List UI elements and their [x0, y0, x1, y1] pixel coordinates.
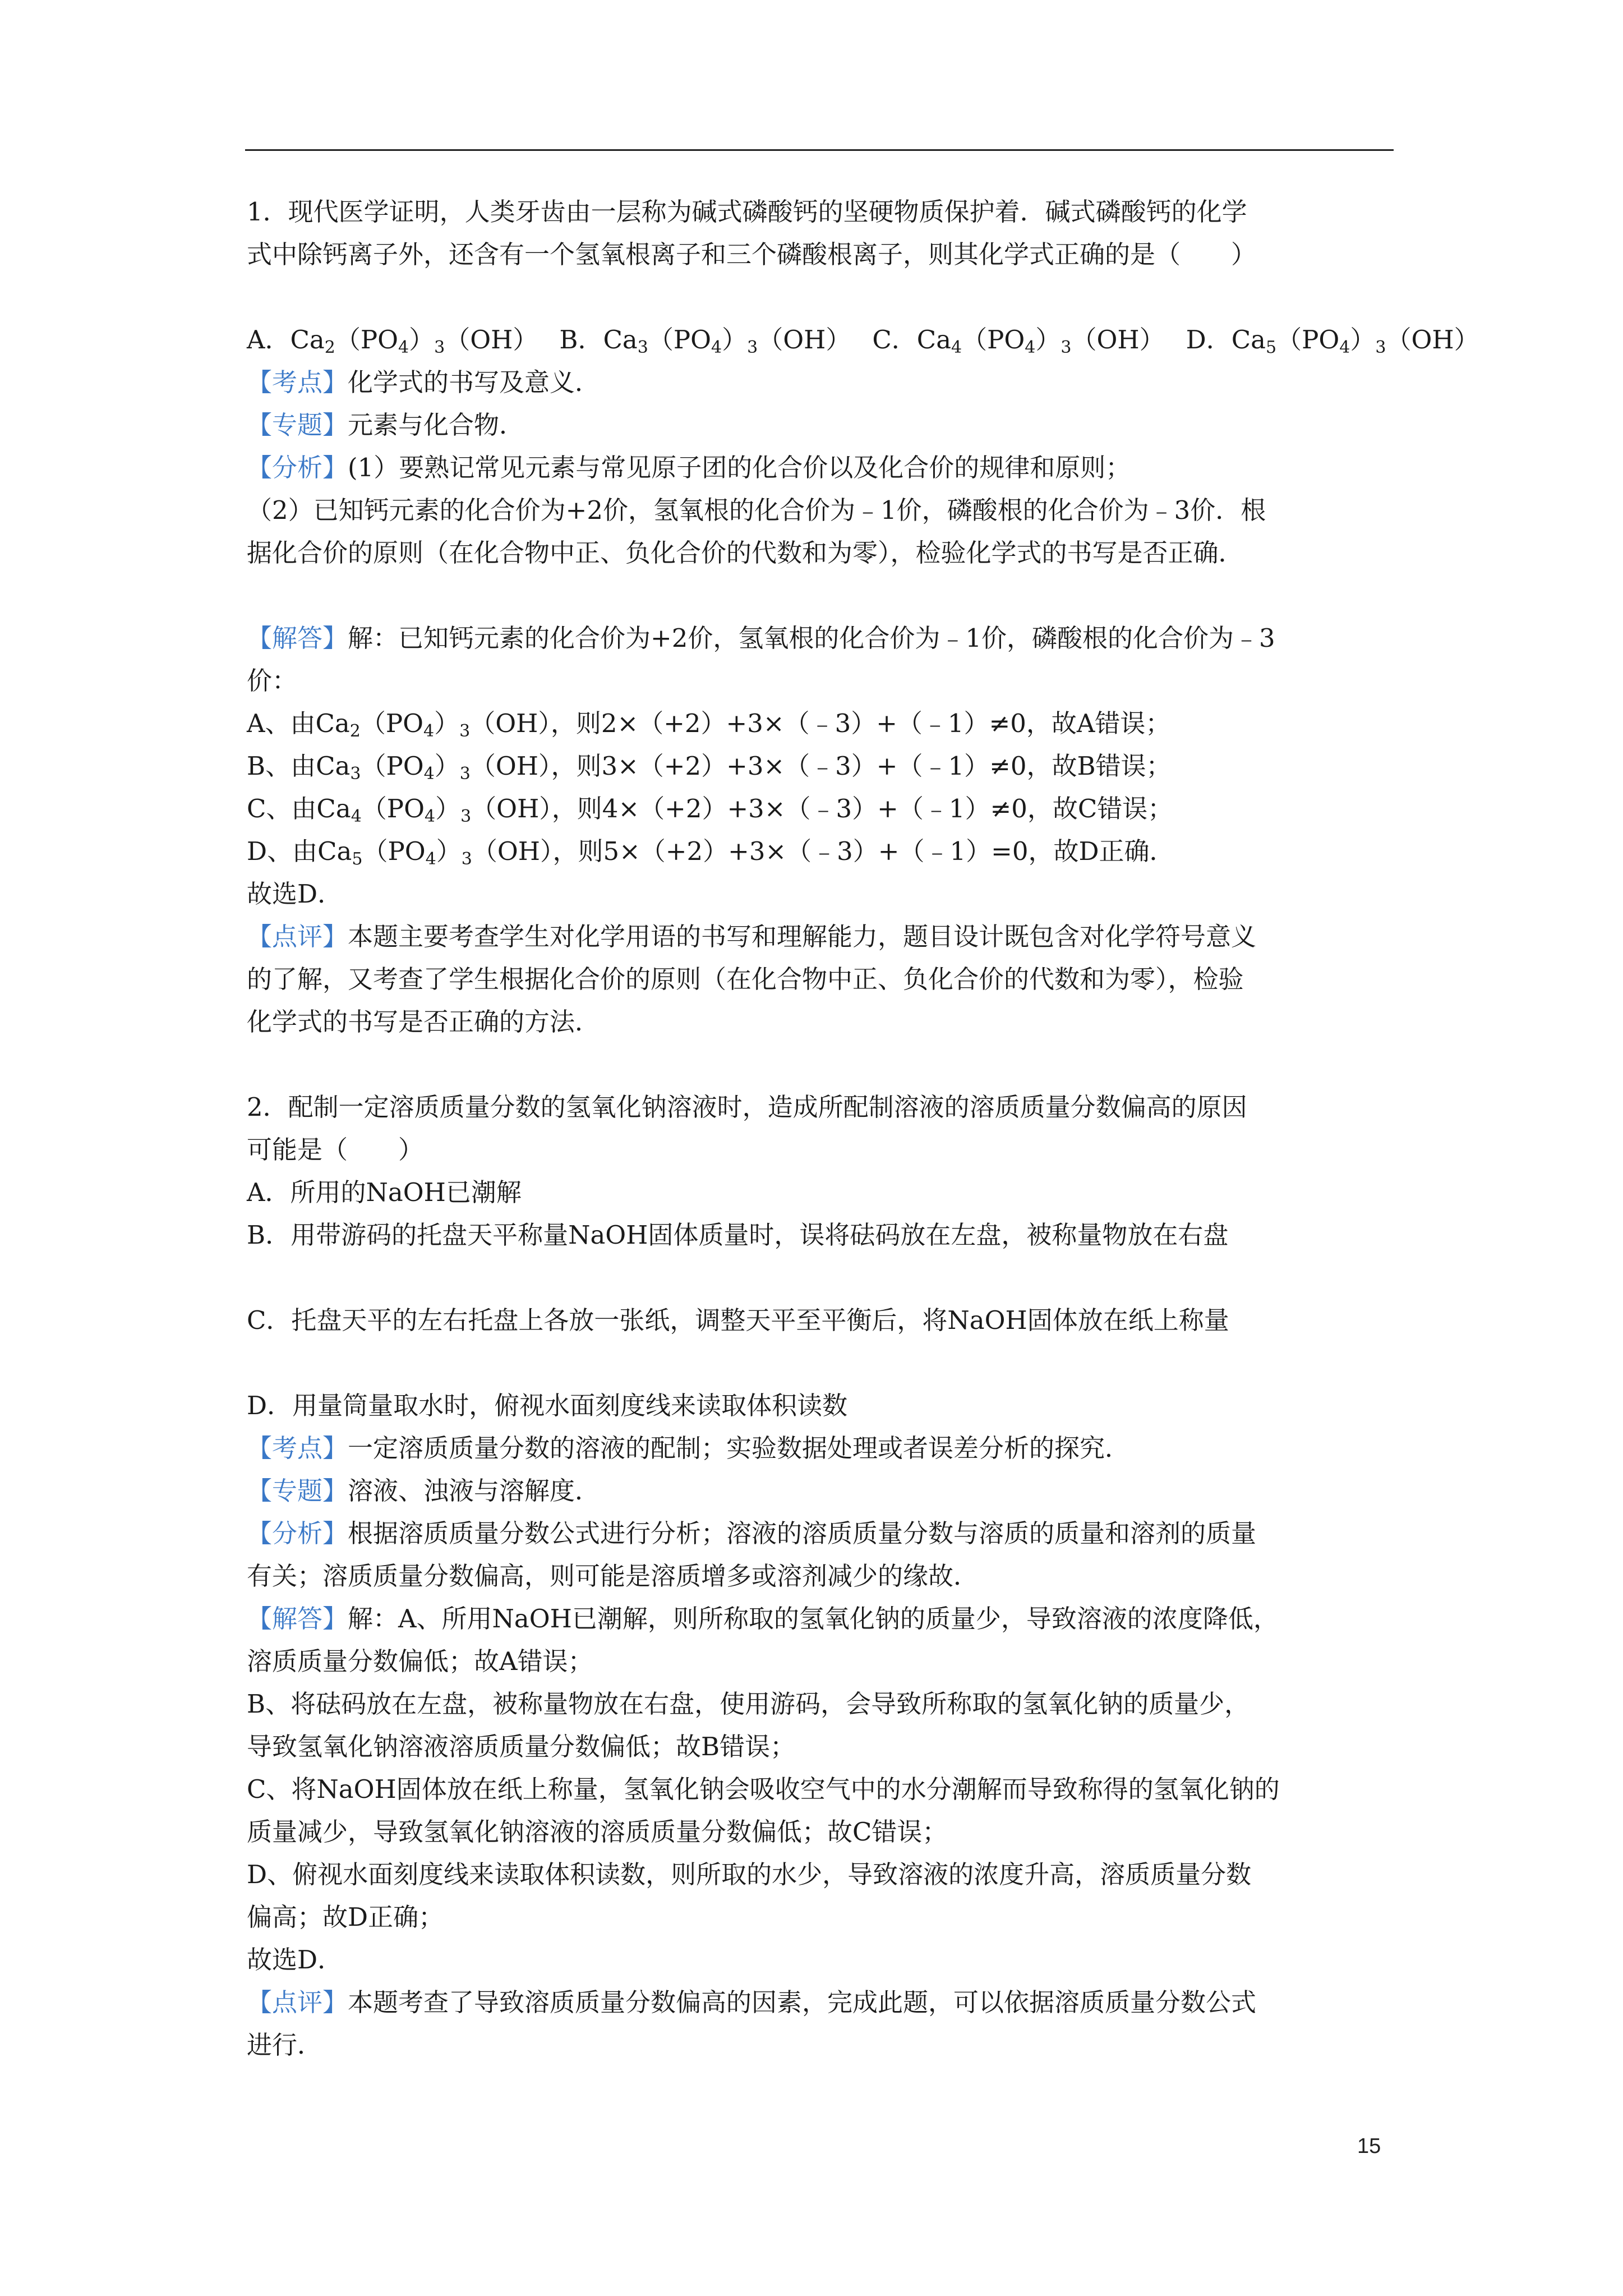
fenxi-tag: 【分析】 [247, 453, 348, 482]
q1-choice: 故选D． [247, 879, 343, 909]
q1-stem-line-2: 式中除钙离子外，还含有一个氢氧根离子和三个磷酸根离子，则其化学式正确的是（ ） [247, 240, 1257, 269]
zhuanti-tag: 【专题】 [247, 410, 348, 440]
q2-dianping-line-2: 进行． [247, 2030, 323, 2060]
q2-stem-line-1: 2．配制一定溶质质量分数的氢氧化钠溶液时，造成所配制溶液的溶质质量分数偏高的原因 [247, 1092, 1247, 1122]
q2-jieda-line-2: 溶质质量分数偏低；故A错误； [247, 1646, 593, 1676]
kaodian-tag: 【考点】 [247, 367, 348, 397]
q1-fenxi-line-1: 【分析】(1）要熟记常见元素与常见原子团的化合价以及化合价的规律和原则； [247, 453, 1131, 482]
q1-zhuanti: 【专题】元素与化合物． [247, 410, 525, 440]
q2-fenxi-line-1: 【分析】根据溶质质量分数公式进行分析；溶液的溶质质量分数与溶质的质量和溶剂的质量 [247, 1519, 1257, 1548]
q2-jieda-line-6: 质量减少，导致氢氧化钠溶液的溶质质量分数偏低；故C错误； [247, 1817, 948, 1847]
page-content [247, 191, 1479, 2067]
q2-dianping-line-1: 【点评】本题考查了导致溶质质量分数偏高的因素，完成此题，可以依据溶质质量分数公式 [247, 1987, 1257, 2017]
q1-option-c: C．$Ca_4(PO_4)_3(OH)$ [872, 325, 1165, 357]
q2-choice: 故选D． [247, 1945, 343, 1975]
q1-step-c: C、由$Ca_4(PO_4)_3(OH)$，则4×（+2）+3×（﹣3）+（﹣1）≠0，故C错误； [247, 794, 1173, 826]
q2-jieda-line-5: C、将NaOH固体放在纸上称量，氢氧化钠会吸收空气中的水分潮解而导致称得的氢氧化钠的 [247, 1774, 1280, 1804]
q1-fenxi-line-2: （2）已知钙元素的化合价为+2价，氢氧根的化合价为﹣1价，磷酸根的化合价为﹣3价．根 [247, 495, 1266, 525]
page-number: 15 [1357, 2134, 1381, 2158]
q2-kaodian: 【考点】一定溶质质量分数的溶液的配制；实验数据处理或者误差分析的探究． [247, 1433, 1131, 1463]
q1-jieda-line-2: 价： [247, 666, 298, 696]
kaodian-tag: 【考点】 [247, 1433, 348, 1463]
dianping-tag: 【点评】 [247, 1987, 348, 2017]
q2-option-c: C．托盘天平的左右托盘上各放一张纸，调整天平至平衡后，将NaOH固体放在纸上称量 [247, 1305, 1229, 1335]
q1-option-b: B．$Ca_3(PO_4)_3(OH)$ [559, 325, 851, 357]
q2-option-b: B．用带游码的托盘天平称量NaOH固体质量时，误将砝码放在左盘，被称量物放在右盘 [247, 1220, 1229, 1250]
q2-jieda-line-7: D、俯视水面刻度线来读取体积读数，则所取的水少，导致溶液的浓度升高，溶质质量分数 [247, 1860, 1252, 1889]
q1-dianping-line-3: 化学式的书写是否正确的方法． [247, 1007, 601, 1037]
fenxi-tag: 【分析】 [247, 1519, 348, 1548]
header-rule [245, 149, 1394, 151]
q1-option-a: A．$Ca_2(PO_4)_3(OH)$ [247, 325, 538, 357]
q2-jieda-line-3: B、将砝码放在左盘，被称量物放在右盘，使用游码，会导致所称取的氢氧化钠的质量少， [247, 1689, 1250, 1719]
q1-step-b: B、由$Ca_3(PO_4)_3(OH)$，则3×（+2）+3×（﹣3）+（﹣1）≠0，故B错误； [247, 751, 1172, 784]
zhuanti-tag: 【专题】 [247, 1476, 348, 1506]
q1-dianping-line-2: 的了解，又考查了学生根据化合价的原则（在化合物中正、负化合价的代数和为零），检验 [247, 964, 1244, 994]
q1-options [247, 319, 1479, 361]
q1-fenxi-line-3: 据化合价的原则（在化合物中正、负化合价的代数和为零），检验化学式的书写是否正确． [247, 538, 1244, 568]
q1-dianping-line-1: 【点评】本题主要考查学生对化学用语的书写和理解能力，题目设计既包含对化学符号意义 [247, 922, 1257, 951]
q1-step-d: D、由$Ca_5(PO_4)_3(OH)$，则5×（+2）+3×（﹣3）+（﹣1）=0，故D正确． [247, 836, 1175, 869]
dianping-tag: 【点评】 [247, 922, 348, 951]
q1-option-d: D．$Ca_5(PO_4)_3(OH)$ [1186, 325, 1479, 357]
jieda-tag: 【解答】 [247, 623, 348, 653]
q2-option-d: D．用量筒量取水时，俯视水面刻度线来读取体积读数 [247, 1391, 848, 1420]
q2-jieda-line-8: 偏高；故D正确； [247, 1902, 444, 1932]
q2-zhuanti: 【专题】溶液、浊液与溶解度． [247, 1476, 601, 1506]
q1-step-a: A、由$Ca_2(PO_4)_3(OH)$，则2×（+2）+3×（﹣3）+（﹣1）≠0，故A错误； [247, 708, 1171, 741]
q2-stem-line-2: 可能是（ ） [247, 1135, 424, 1165]
q2-fenxi-line-2: 有关；溶质质量分数偏高，则可能是溶质增多或溶剂减少的缘故． [247, 1561, 979, 1591]
q2-jieda-line-4: 导致氢氧化钠溶液溶质质量分数偏低；故B错误； [247, 1732, 796, 1761]
q1-jieda-line-1: 【解答】解：已知钙元素的化合价为+2价，氢氧根的化合价为﹣1价，磷酸根的化合价为﹣3 [247, 623, 1275, 653]
question-2 [247, 1086, 1396, 2067]
q1-stem-line-1: 1．现代医学证明，人类牙齿由一层称为碱式磷酸钙的坚硬物质保护着．碱式磷酸钙的化学 [247, 197, 1247, 227]
question-1 [247, 191, 1479, 1043]
q2-option-a: A．所用的NaOH已潮解 [247, 1177, 522, 1207]
q2-jieda-line-1: 【解答】解：A、所用NaOH已潮解，则所称取的氢氧化钠的质量少，导致溶液的浓度降低， [247, 1604, 1279, 1634]
jieda-tag: 【解答】 [247, 1604, 348, 1634]
q1-kaodian: 【考点】化学式的书写及意义． [247, 367, 601, 397]
